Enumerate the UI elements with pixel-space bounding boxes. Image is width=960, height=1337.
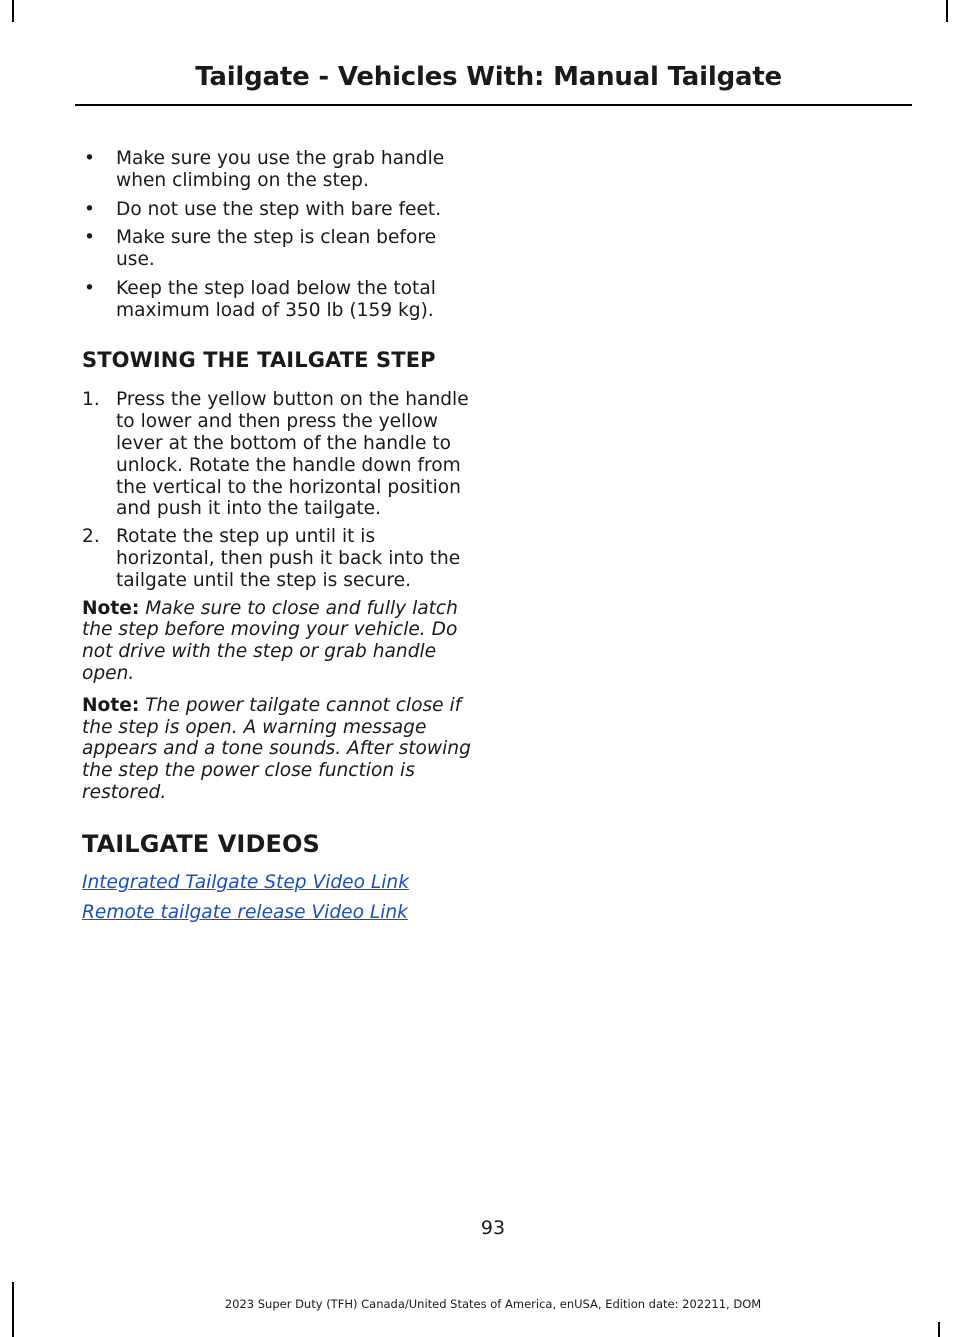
page-number: 93 bbox=[480, 1217, 506, 1239]
bullet-marker: • bbox=[84, 227, 95, 249]
videos-heading: TAILGATE VIDEOS bbox=[82, 829, 320, 858]
list-item: • Keep the step load below the total maximum load of 350 lb (159 kg). bbox=[84, 277, 436, 321]
note-power-tailgate bbox=[82, 695, 477, 804]
step-item bbox=[82, 389, 477, 520]
footer-edition: 2023 Super Duty (TFH) Canada/United States of America, enUSA, Edition date: 202211, DOM bbox=[224, 1297, 762, 1311]
step-text: Rotate the step up until it is horizontal, then push it back into the tailgate until the step is secure. bbox=[116, 526, 461, 591]
note-label: Note: bbox=[82, 597, 140, 619]
list-item: • Make sure the step is clean before use. bbox=[84, 227, 437, 271]
list-item: • Make sure you use the grab handle when climbing on the step. bbox=[84, 148, 445, 191]
crop-mark-top-left bbox=[12, 0, 14, 22]
main-column bbox=[82, 148, 477, 924]
remote-release-video-link[interactable]: Remote tailgate release Video Link bbox=[82, 902, 408, 924]
page-title: Tailgate - Vehicles With: Manual Tailgate bbox=[195, 62, 782, 92]
integrated-step-video-link[interactable]: Integrated Tailgate Step Video Link bbox=[82, 871, 409, 893]
step-number: 1. bbox=[82, 389, 100, 411]
bullet-marker: • bbox=[84, 277, 95, 299]
note-close-latch bbox=[82, 598, 477, 685]
step-text: Press the yellow button on the handle to lower and then press the yellow lever at the bottom of the handle to unlock. Rotate the handle down from the vertical to the horizontal position and push it into the tailgate. bbox=[116, 389, 469, 520]
crop-mark-bottom-right bbox=[938, 1322, 940, 1337]
safety-bullet-list bbox=[82, 148, 477, 322]
bullet-marker: • bbox=[84, 148, 95, 169]
bullet-marker: • bbox=[84, 198, 95, 220]
note-text: Make sure to close and fully latch the step before moving your vehicle. Do not drive with the step or grab handle open. bbox=[82, 597, 458, 684]
crop-mark-top-right bbox=[946, 0, 948, 22]
step-number: 2. bbox=[82, 526, 100, 548]
note-text: The power tailgate cannot close if the step is open. A warning message appears and a tone sounds. After stowing the step the power close function is restored. bbox=[82, 694, 471, 803]
note-label: Note: bbox=[82, 694, 140, 716]
stowing-steps-list bbox=[82, 389, 477, 591]
step-item bbox=[82, 526, 477, 591]
stowing-heading: STOWING THE TAILGATE STEP bbox=[82, 347, 436, 372]
list-item: • Do not use the step with bare feet. bbox=[84, 198, 442, 220]
header-divider bbox=[75, 104, 912, 106]
